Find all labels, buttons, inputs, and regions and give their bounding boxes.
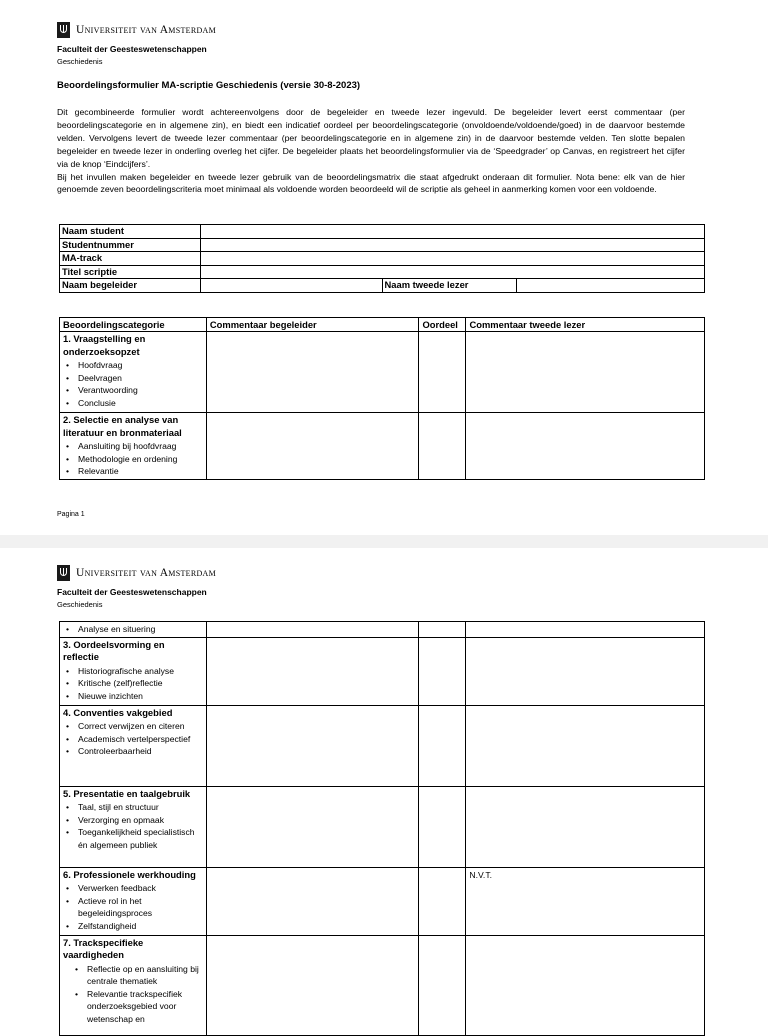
commentaar-tweede-lezer-field[interactable] — [466, 935, 705, 1035]
criteria-table-part-1 — [59, 317, 705, 480]
label-naam-tweede-lezer: Naam tweede lezer — [382, 279, 517, 293]
category-item: • Deelvragen — [78, 372, 203, 385]
category-cell — [60, 332, 207, 413]
criteria-table-part-2 — [59, 621, 705, 1036]
commentaar-begeleider-field[interactable] — [206, 705, 419, 786]
category-item: • Actieve rol in het begeleidingsproces — [78, 895, 203, 920]
commentaar-begeleider-field[interactable] — [206, 935, 419, 1035]
oordeel-field[interactable] — [419, 786, 466, 867]
category-item: • Controleerbaarheid — [78, 745, 203, 758]
category-item: • Aansluiting bij hoofdvraag — [78, 440, 203, 453]
header-oordeel: Oordeel — [419, 318, 466, 332]
category-cell — [60, 786, 207, 867]
oordeel-field[interactable] — [419, 622, 466, 638]
commentaar-begeleider-field[interactable] — [206, 786, 419, 867]
oordeel-field[interactable] — [419, 935, 466, 1035]
field-ma-track[interactable] — [200, 252, 704, 266]
intro-paragraph-2: Bij het invullen maken begeleider en tweede lezer gebruik van de beoordelingsmatrix die staat afgedrukt onderaan dit formulier. Nota bene: elk van de hier genoemde zeven beoordelingscriteria moet minimaal als voldoende worden beoordeeld wil de scriptie als geheel in aanmerking komen voor een voldoende. — [57, 171, 685, 195]
category-cell — [60, 637, 207, 705]
field-naam-begeleider[interactable] — [200, 279, 382, 293]
page-number: Pagina 1 — [57, 511, 85, 518]
category-item: • Correct verwijzen en citeren — [78, 720, 203, 733]
commentaar-tweede-lezer-field[interactable]: N.V.T. — [466, 867, 705, 935]
category-item: • Analyse en situering — [78, 623, 203, 636]
category-item: • Kritische (zelf)reflectie — [78, 677, 203, 690]
category-items — [63, 963, 203, 1026]
label-ma-track: MA-track — [60, 252, 201, 266]
category-item: • Verwerken feedback — [78, 882, 203, 895]
category-items — [63, 720, 203, 758]
department-name: Geschiedenis — [57, 600, 103, 609]
criteria-row-3 — [60, 637, 705, 705]
faculty-name: Faculteit der Geesteswetenschappen — [57, 44, 207, 54]
oordeel-field[interactable] — [419, 705, 466, 786]
field-studentnummer[interactable] — [200, 238, 704, 252]
category-title: 4. Conventies vakgebied — [63, 706, 173, 718]
intro-text — [57, 106, 685, 196]
category-items — [63, 665, 203, 703]
criteria-row-7 — [60, 935, 705, 1035]
category-cell — [60, 867, 207, 935]
commentaar-begeleider-field[interactable] — [206, 622, 419, 638]
crest-icon — [57, 22, 70, 38]
criteria-row-2-continued — [60, 622, 705, 638]
department-name: Geschiedenis — [57, 57, 103, 66]
criteria-row-5 — [60, 786, 705, 867]
intro-paragraph-1: Dit gecombineerde formulier wordt achtereenvolgens door de begeleider en tweede lezer ingevuld. De begeleider levert eerst commentaar (per beoordelingscategorie en in algemene zin), en biedt een indicatief oordeel per beoordelingscategorie (onvoldoende/voldoende/goed) in de daarvoor bestemde velden. Vervolgens levert de tweede lezer commentaar (per beoordelingscategorie en in algemene zin) in de daarvoor bestemde velden. Ten slotte bepalen begeleider en tweede lezer in onderling overleg het cijfer. De begeleider plaats het beoordelingsformulier via de ‘Speedgrader’ op Canvas, en registreert het cijfer via de knop ‘Eindcijfers’. — [57, 107, 685, 169]
oordeel-field[interactable] — [419, 332, 466, 413]
criteria-row-1 — [60, 332, 705, 413]
commentaar-begeleider-field[interactable] — [206, 637, 419, 705]
category-item: • Methodologie en ordening — [78, 453, 203, 466]
category-items — [63, 440, 203, 478]
category-item: • Hoofdvraag — [78, 359, 203, 372]
faculty-name: Faculteit der Geesteswetenschappen — [57, 587, 207, 597]
document-title: Beoordelingsformulier MA-scriptie Geschiedenis (versie 30-8-2023) — [57, 80, 361, 91]
oordeel-field[interactable] — [419, 637, 466, 705]
commentaar-begeleider-field[interactable] — [206, 413, 419, 480]
category-item: • Nieuwe inzichten — [78, 690, 203, 703]
category-item: • Toegankelijkheid specialistisch én algemeen publiek — [78, 826, 203, 851]
category-item: • Reflectie op en aansluiting bij centrale thematiek — [87, 963, 203, 988]
oordeel-field[interactable] — [419, 867, 466, 935]
university-name: Universiteit van Amsterdam — [76, 567, 217, 579]
label-naam-begeleider: Naam begeleider — [60, 279, 201, 293]
category-item: • Taal, stijl en structuur — [78, 801, 203, 814]
commentaar-tweede-lezer-field[interactable] — [466, 622, 705, 638]
oordeel-field[interactable] — [419, 413, 466, 480]
field-naam-tweede-lezer[interactable] — [517, 279, 705, 293]
label-studentnummer: Studentnummer — [60, 238, 201, 252]
university-logo — [57, 22, 216, 38]
field-naam-student[interactable] — [200, 225, 704, 239]
category-items — [63, 801, 203, 851]
category-title: 1. Vraagstelling en onderzoeksopzet — [63, 333, 146, 357]
category-title: 3. Oordeelsvorming en reflectie — [63, 638, 165, 663]
category-item: • Zelfstandigheid — [78, 920, 203, 933]
commentaar-tweede-lezer-field[interactable] — [466, 637, 705, 705]
commentaar-tweede-lezer-field[interactable] — [466, 705, 705, 786]
commentaar-tweede-lezer-field[interactable] — [466, 332, 705, 413]
category-item: • Historiografische analyse — [78, 665, 203, 678]
category-items — [63, 623, 203, 636]
label-titel-scriptie: Titel scriptie — [60, 265, 201, 279]
criteria-row-2 — [60, 413, 705, 480]
category-item: • Verzorging en opmaak — [78, 814, 203, 827]
category-cell — [60, 705, 207, 786]
category-item: • Relevantie trackspecifiek onderzoeksgebied voor wetenschap en — [87, 988, 203, 1026]
header-commentaar-begeleider: Commentaar begeleider — [206, 318, 419, 332]
commentaar-begeleider-field[interactable] — [206, 867, 419, 935]
category-items — [63, 359, 203, 409]
category-cell — [60, 413, 207, 480]
student-info-table — [59, 224, 705, 293]
category-title: 5. Presentatie en taalgebruik — [63, 787, 191, 799]
category-cell — [60, 622, 207, 638]
category-item: • Relevantie — [78, 465, 203, 478]
commentaar-tweede-lezer-field[interactable] — [466, 413, 705, 480]
header-beoordelingscategorie: Beoordelingscategorie — [60, 318, 207, 332]
university-name: Universiteit van Amsterdam — [76, 24, 217, 36]
category-cell — [60, 935, 207, 1035]
page-gap — [0, 535, 768, 548]
category-item: • Conclusie — [78, 397, 203, 410]
header-commentaar-tweede-lezer: Commentaar tweede lezer — [466, 318, 705, 332]
field-titel-scriptie[interactable] — [200, 265, 704, 279]
commentaar-tweede-lezer-field[interactable] — [466, 786, 705, 867]
university-logo — [57, 565, 216, 581]
commentaar-begeleider-field[interactable] — [206, 332, 419, 413]
criteria-header-row — [60, 318, 705, 332]
category-title: 6. Professionele werkhouding — [63, 868, 196, 880]
category-title: 7. Trackspecifieke vaardigheden — [63, 936, 144, 961]
category-items — [63, 882, 203, 932]
category-item: • Verantwoording — [78, 384, 203, 397]
category-item: • Academisch vertelperspectief — [78, 733, 203, 746]
criteria-row-4 — [60, 705, 705, 786]
label-naam-student: Naam student — [60, 225, 201, 239]
category-title: 2. Selectie en analyse van literatuur en bronmateriaal — [63, 414, 182, 438]
criteria-row-6 — [60, 867, 705, 935]
crest-icon — [57, 565, 70, 581]
